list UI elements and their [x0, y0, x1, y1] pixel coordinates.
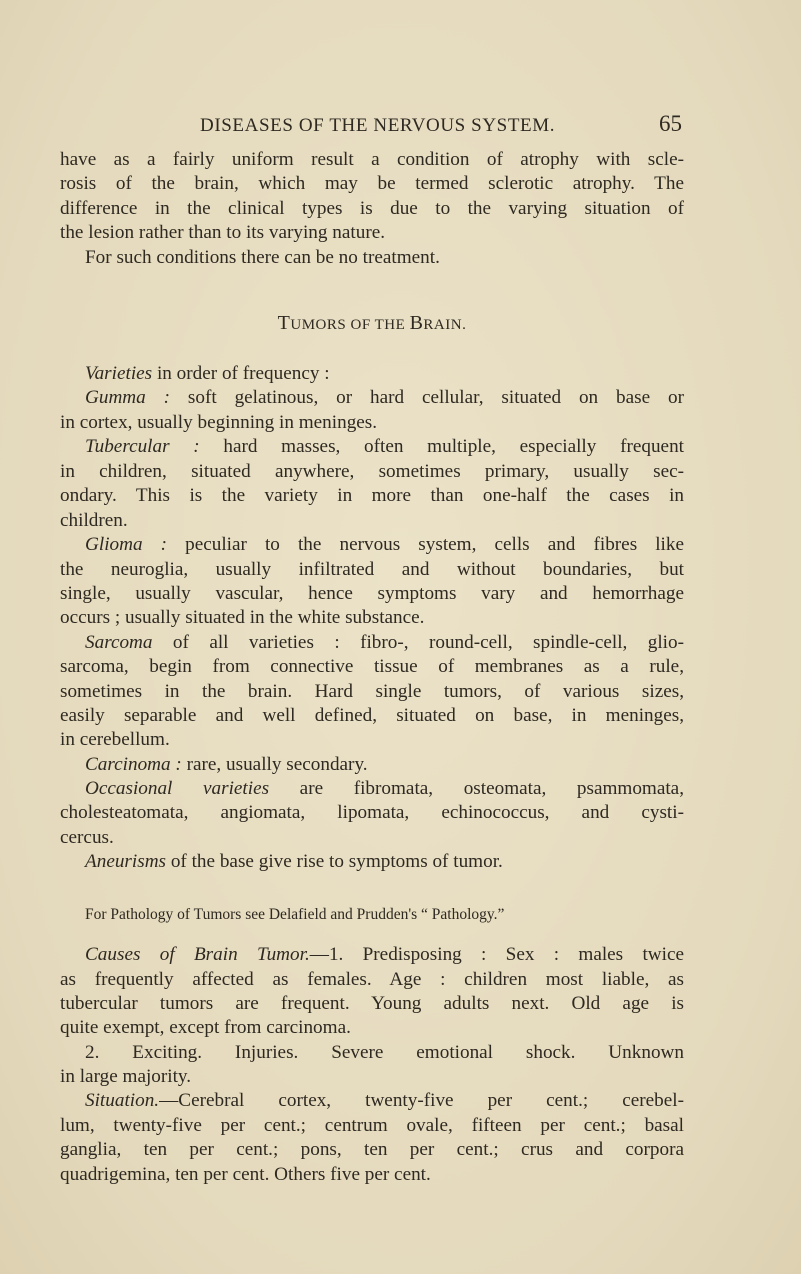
text-span: —Cerebral cortex, twenty-five per cent.; cerebel-	[159, 1090, 684, 1111]
text-span: in order of frequency :	[152, 363, 330, 384]
footnote-line	[85, 903, 684, 927]
text-line	[60, 1163, 684, 1187]
italic-term: Tubercular :	[85, 436, 200, 457]
text-line	[60, 1065, 684, 1089]
text-span: as frequently affected as females. Age : children most liable, as	[60, 969, 684, 990]
text-span: occurs ; usually situated in the white substance.	[60, 607, 425, 628]
text-span: 2. Exciting. Injuries. Severe emotional shock. Unknown	[85, 1042, 684, 1063]
text-span: sarcoma, begin from connective tissue of membranes as a rule,	[60, 656, 684, 677]
text-span: rare, usually secondary.	[181, 754, 368, 775]
text-line	[85, 533, 684, 557]
text-line	[60, 968, 684, 992]
text-line	[85, 362, 684, 386]
running-header: DISEASES OF THE NERVOUS SYSTEM.	[200, 115, 556, 136]
text-span: in cortex, usually beginning in meninges.	[60, 412, 378, 433]
text-line	[60, 728, 684, 752]
text-span: the lesion rather than to its varying nature.	[60, 222, 386, 243]
text-line	[60, 1016, 684, 1040]
text-line	[60, 221, 684, 245]
text-span: are fibromata, osteomata, psammomata,	[269, 778, 685, 799]
text-span: children.	[60, 510, 128, 531]
text-span: ganglia, ten per cent.; pons, ten per cent.; crus and corpora	[60, 1139, 684, 1160]
text-line	[85, 850, 684, 874]
text-span: tubercular tumors are frequent. Young adults next. Old age is	[60, 993, 684, 1014]
text-span: in cerebellum.	[60, 729, 170, 750]
text-span: rosis of the brain, which may be termed sclerotic atrophy. The	[60, 173, 684, 194]
text-line	[85, 943, 684, 967]
text-line	[85, 1089, 684, 1113]
text-line	[60, 411, 684, 435]
text-line	[60, 460, 684, 484]
text-span: have as a fairly uniform result a condition of atrophy with scle-	[60, 149, 684, 170]
text-line	[85, 631, 684, 655]
text-span: For Pathology of Tumors see Delafield and Prudden's “ Pathology.”	[85, 906, 505, 923]
text-span: B	[409, 312, 424, 334]
text-span: quadrigemina, ten per cent. Others five per cent.	[60, 1164, 431, 1185]
text-span: hard masses, often multiple, especially frequent	[199, 436, 684, 457]
italic-term: Situation.	[85, 1090, 160, 1111]
italic-term: Aneurisms	[85, 851, 167, 872]
text-line	[60, 509, 684, 533]
text-span: peculiar to the nervous system, cells and fibres like	[167, 534, 685, 555]
italic-term: Sarcoma	[85, 632, 153, 653]
text-span: the neuroglia, usually infiltrated and without boundaries, but	[60, 559, 684, 580]
text-span: single, usually vascular, hence symptoms vary and hemorrhage	[60, 583, 684, 604]
text-line	[85, 753, 684, 777]
text-span: difference in the clinical types is due to the varying situation of	[60, 198, 684, 219]
text-line	[60, 606, 684, 630]
text-span: sometimes in the brain. Hard single tumors, of various sizes,	[60, 681, 684, 702]
text-line	[60, 680, 684, 704]
text-line	[85, 386, 684, 410]
text-line	[60, 148, 684, 172]
text-span: cholesteatomata, angiomata, lipomata, echinococcus, and cysti-	[60, 802, 684, 823]
italic-term: Causes of Brain Tumor.	[85, 944, 310, 965]
text-line	[60, 1138, 684, 1162]
text-line	[60, 826, 684, 850]
text-span: ondary. This is the variety in more than one-half the cases in	[60, 485, 684, 506]
text-line	[60, 197, 684, 221]
text-line	[60, 484, 684, 508]
text-line	[60, 655, 684, 679]
text-line	[60, 992, 684, 1016]
text-span: cercus.	[60, 827, 114, 848]
text-span: T	[277, 312, 291, 334]
italic-term: Varieties	[85, 363, 153, 384]
text-span: UMORS OF THE	[290, 317, 410, 333]
text-span: in children, situated anywhere, sometimes primary, usually sec-	[60, 461, 684, 482]
text-line	[60, 582, 684, 606]
text-line	[60, 801, 684, 825]
text-span: in large majority.	[60, 1066, 192, 1087]
text-span: of the base give rise to symptoms of tumor.	[166, 851, 503, 872]
text-line	[60, 704, 684, 728]
italic-term: Carcinoma :	[85, 754, 182, 775]
italic-term: Glioma :	[85, 534, 168, 555]
text-span: of all varieties : fibro-, round-cell, spindle-cell, glio-	[152, 632, 684, 653]
text-line	[60, 558, 684, 582]
text-line	[85, 777, 684, 801]
page-number: 65	[659, 111, 682, 136]
text-span: —1. Predisposing : Sex : males twice	[309, 944, 684, 965]
text-span: quite exempt, except from carcinoma.	[60, 1017, 351, 1038]
text-span: lum, twenty-five per cent.; centrum ovale, fifteen per cent.; basal	[60, 1115, 684, 1136]
text-span: For such conditions there can be no treatment.	[85, 247, 440, 268]
text-span: soft gelatinous, or hard cellular, situated on base or	[170, 387, 684, 408]
text-line	[85, 435, 684, 459]
text-line	[60, 172, 684, 196]
text-span: RAIN.	[423, 317, 467, 333]
text-span: easily separable and well defined, situated on base, in meninges,	[60, 705, 684, 726]
text-line	[85, 1041, 684, 1065]
text-line	[85, 246, 684, 270]
italic-term: Occasional varieties	[85, 778, 270, 799]
italic-term: Gumma :	[85, 387, 171, 408]
section-heading	[60, 311, 684, 335]
text-line	[60, 1114, 684, 1138]
